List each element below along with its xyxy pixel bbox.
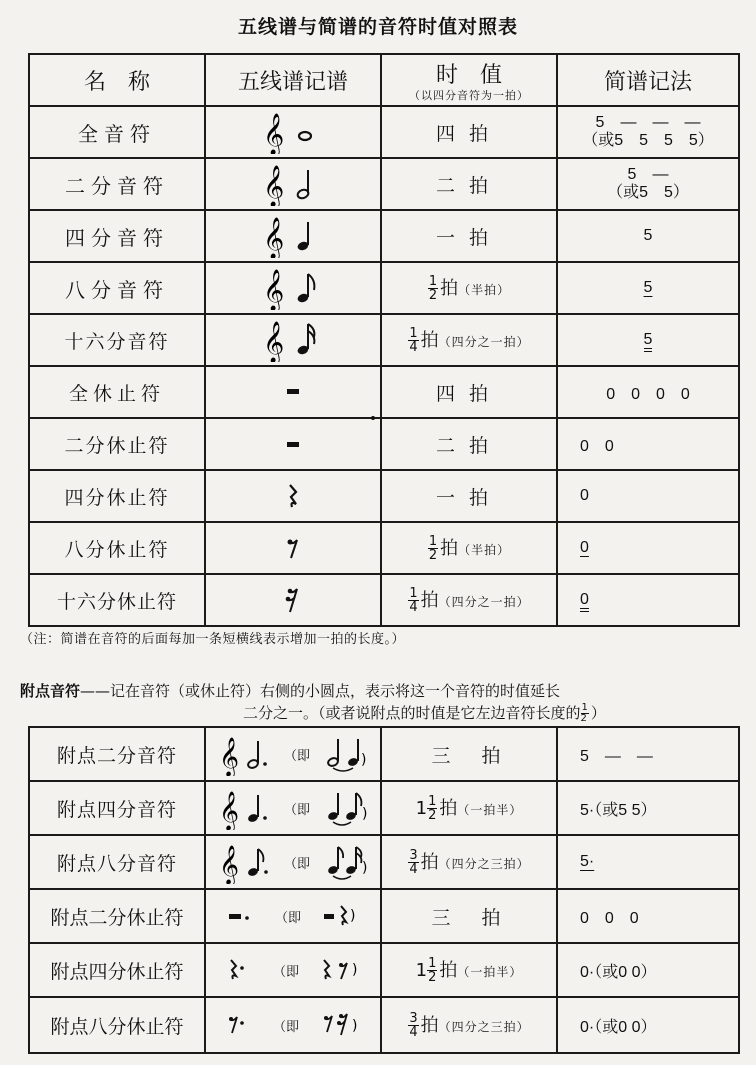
- table-row: [29, 997, 739, 1053]
- row-jianpu: 0 0: [557, 418, 739, 470]
- svg-text:𝄞: 𝄞: [263, 218, 285, 258]
- table-row: [29, 781, 739, 835]
- row-duration: 四拍: [381, 366, 557, 418]
- row-name: 附点八分休止符: [29, 997, 205, 1053]
- row-duration: $\frac{1}{2}$ 拍（半拍）: [381, 262, 557, 314]
- row-jianpu: 5 — —: [557, 727, 739, 781]
- row-duration: $\frac{1}{4}$ 拍（四分之一拍）: [381, 574, 557, 626]
- eighth-note-icon: [205, 262, 381, 314]
- note-value-table: [28, 53, 740, 627]
- svg-text:𝄞: 𝄞: [218, 791, 240, 830]
- dotted-quarter-rest-icon: （即 ): [205, 943, 381, 997]
- row-name: 附点四分音符: [29, 781, 205, 835]
- svg-text:): ): [361, 806, 368, 822]
- table-row: [29, 574, 739, 626]
- row-jianpu: 0: [557, 574, 739, 626]
- table-row: [29, 470, 739, 522]
- dotted-half-rest-icon: （即 ): [205, 889, 381, 943]
- row-duration: 二拍: [381, 418, 557, 470]
- row-jianpu: 0·（或0 0）: [557, 997, 739, 1053]
- table-header-row: [29, 54, 739, 106]
- table-row: [29, 314, 739, 366]
- row-name: 附点四分休止符: [29, 943, 205, 997]
- svg-text:𝄞: 𝄞: [263, 114, 285, 154]
- row-name: 八分音符: [29, 262, 205, 314]
- row-duration: 三 拍: [381, 727, 557, 781]
- dotted-eighth-rest-icon: （即 ): [205, 997, 381, 1053]
- row-duration: 三 拍: [381, 889, 557, 943]
- svg-text:𝄞: 𝄞: [263, 322, 285, 362]
- row-duration: $\frac{1}{2}$ 拍（半拍）: [381, 522, 557, 574]
- row-name: 四分音符: [29, 210, 205, 262]
- quarter-note-icon: [205, 210, 381, 262]
- table-row: [29, 106, 739, 158]
- quarter-rest-icon: [205, 470, 381, 522]
- row-jianpu: 0: [557, 522, 739, 574]
- row-name: 十六分音符: [29, 314, 205, 366]
- table-row: [29, 943, 739, 997]
- stray-dot: [371, 416, 375, 420]
- table-row: [29, 262, 739, 314]
- table-row: [29, 158, 739, 210]
- row-jianpu: 0·（或0 0）: [557, 943, 739, 997]
- row-name: 附点二分休止符: [29, 889, 205, 943]
- row-name: 附点八分音符: [29, 835, 205, 889]
- row-jianpu: 0 0 0: [557, 889, 739, 943]
- row-jianpu: 5 — — — （或5 5 5 5）: [557, 106, 739, 158]
- row-duration: $\frac{1}{4}$ 拍（四分之一拍）: [381, 314, 557, 366]
- row-duration: 一拍: [381, 210, 557, 262]
- row-jianpu: 5: [557, 262, 739, 314]
- half-note-icon: [205, 158, 381, 210]
- table-row: [29, 210, 739, 262]
- row-duration: $\frac{3}{4}$ 拍（四分之三拍）: [381, 835, 557, 889]
- eighth-rest-icon: [205, 522, 381, 574]
- dotted-note-table: [28, 726, 740, 1054]
- table-row: [29, 418, 739, 470]
- row-duration: 1 $\frac{1}{2}$ 拍（一拍半）: [381, 943, 557, 997]
- dotted-half-note-icon: 𝄞 （即 ): [205, 727, 381, 781]
- row-jianpu: 0: [557, 470, 739, 522]
- row-jianpu: 0 0 0 0: [557, 366, 739, 418]
- svg-text:𝄞: 𝄞: [263, 166, 285, 206]
- row-name: 十六分休止符: [29, 574, 205, 626]
- row-name: 八分休止符: [29, 522, 205, 574]
- dotted-quarter-note-icon: 𝄞 （即 ): [205, 781, 381, 835]
- sixteenth-note-icon: [205, 314, 381, 366]
- dotted-eighth-note-icon: 𝄞 （即 ): [205, 835, 381, 889]
- header-jianpu: 简谱记法: [557, 54, 739, 106]
- whole-rest-icon: [205, 366, 381, 418]
- row-duration: 四拍: [381, 106, 557, 158]
- footnote: （注：简谱在音符的后面每加一条短横线表示增加一拍的长度。）: [20, 632, 406, 647]
- dotted-note-intro: 附点音符——记在音符（或休止符）右侧的小圆点，表示将这一个音符的时值延长 二分之一。（或者说附点的时值是它左边音符长度的 $\frac{1}{2}$ ）: [20, 682, 606, 724]
- header-duration: 时 值 （以四分音符为一拍）: [381, 54, 557, 106]
- row-jianpu: 5·: [557, 835, 739, 889]
- row-duration: $\frac{3}{4}$ 拍（四分之三拍）: [381, 997, 557, 1053]
- svg-text:): ): [350, 908, 356, 924]
- row-name: 二分休止符: [29, 418, 205, 470]
- row-name: 全音符: [29, 106, 205, 158]
- row-jianpu: 5: [557, 314, 739, 366]
- table-row: [29, 727, 739, 781]
- page-title: 五线谱与简谱的音符时值对照表: [237, 16, 518, 38]
- svg-text:): ): [352, 962, 358, 978]
- half-rest-icon: [205, 418, 381, 470]
- svg-text:): ): [360, 752, 367, 768]
- svg-text:): ): [352, 1018, 358, 1034]
- row-name: 全休止符: [29, 366, 205, 418]
- row-duration: 1 $\frac{1}{2}$ 拍（一拍半）: [381, 781, 557, 835]
- sixteenth-rest-icon: [205, 574, 381, 626]
- svg-text:𝄞: 𝄞: [218, 845, 240, 884]
- header-name: 名 称: [29, 54, 205, 106]
- row-name: 二分音符: [29, 158, 205, 210]
- table-row: [29, 366, 739, 418]
- whole-note-icon: [205, 106, 381, 158]
- row-name: 附点二分音符: [29, 727, 205, 781]
- row-duration: 二拍: [381, 158, 557, 210]
- row-jianpu: 5 — （或5 5）: [557, 158, 739, 210]
- row-jianpu: 5·（或5 5）: [557, 781, 739, 835]
- row-name: 四分休止符: [29, 470, 205, 522]
- header-staff: 五线谱记谱: [205, 54, 381, 106]
- table-row: [29, 835, 739, 889]
- svg-text:): ): [361, 860, 368, 876]
- table-row: [29, 889, 739, 943]
- row-duration: 一拍: [381, 470, 557, 522]
- row-jianpu: 5: [557, 210, 739, 262]
- table-row: [29, 522, 739, 574]
- svg-text:𝄞: 𝄞: [218, 737, 240, 776]
- svg-text:𝄞: 𝄞: [263, 270, 285, 310]
